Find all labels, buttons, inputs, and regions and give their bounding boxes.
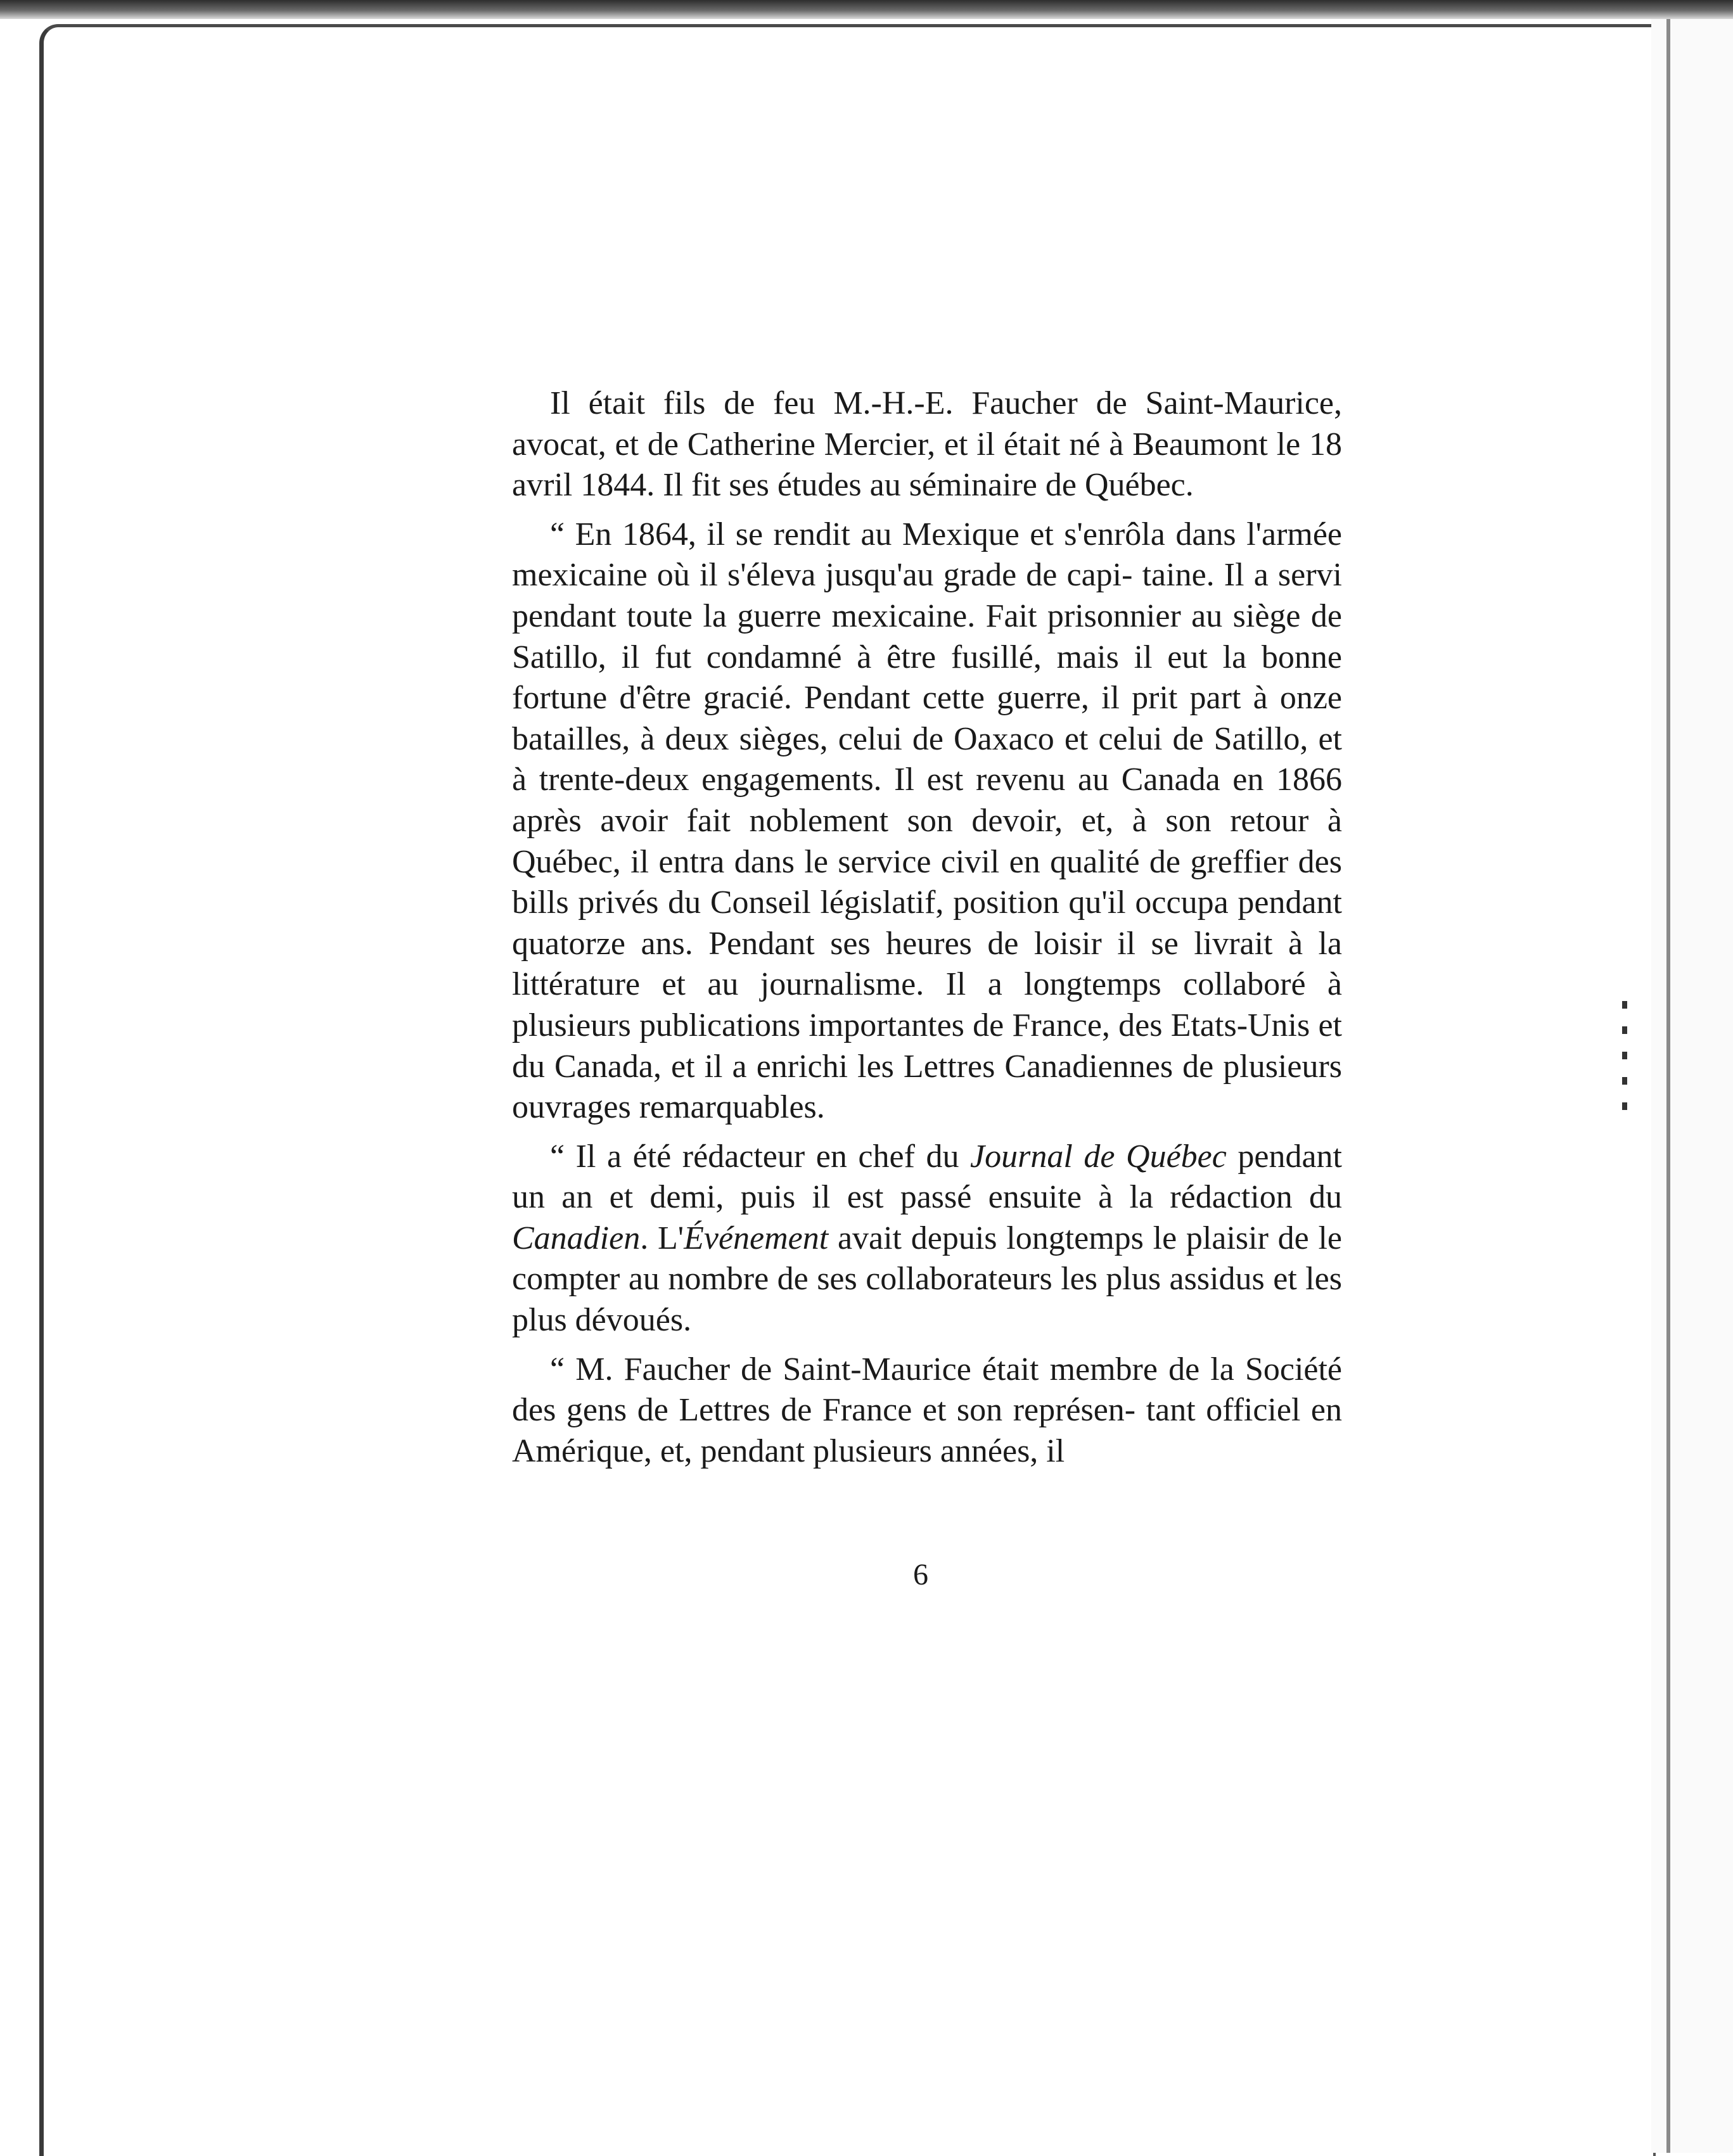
text-line: prisonnier au siège de Satillo, il fut condamné à être xyxy=(512,597,1342,675)
text-line: l'armée mexicaine où il s'éleva jusqu'au grade de capi- xyxy=(512,516,1343,594)
text-line: engagements. Il est revenu au Canada en 1866 après xyxy=(512,762,1342,839)
body-text xyxy=(512,383,1342,1480)
scan-top-edge xyxy=(0,0,1733,19)
journal-title: Événement xyxy=(684,1220,829,1256)
text-line: collaboré à plusieurs publications importantes de France, xyxy=(512,966,1342,1043)
page-gutter-edge xyxy=(1666,19,1670,2153)
text-line: avocat, et de Catherine Mercier, et il était né à Beaumont xyxy=(512,426,1268,462)
text-line: des bills privés du Conseil législatif, position qu'il occupa xyxy=(512,843,1342,921)
text-line: Canadiennes de plusieurs ouvrages remarquables. xyxy=(512,1048,1343,1126)
journal-title: Journal de Québec xyxy=(970,1138,1227,1175)
text-line: tant officiel en Amérique, et, pendant plusieurs années, il xyxy=(512,1392,1343,1469)
binding-marks xyxy=(1622,1001,1627,1128)
text-line: fusillé, mais il eut la bonne fortune d'être gracié. Pendant xyxy=(512,639,1343,717)
text-line: “ En 1864, il se rendit au Mexique et s'enrôla dans xyxy=(550,516,1236,552)
text-segment: pendant un an et demi, puis il est passé ensuite à la rédaction du xyxy=(512,1138,1343,1216)
journal-title: Canadien xyxy=(512,1220,641,1256)
text-segment: avait depuis longtemps le plaisir de le compter au nombre de ses collaborateurs les plus assidus et les plus dévoués. xyxy=(512,1220,1342,1339)
text-line: le 18 avril 1844. Il fit ses études au séminaire de Québec. xyxy=(512,426,1342,504)
paragraph-society xyxy=(512,1349,1342,1472)
text-line: celui de Oaxaco et celui de Satillo, et à trente-deux xyxy=(512,720,1343,798)
text-line: “ M. Faucher de Saint-Maurice était membre de la xyxy=(550,1351,1234,1387)
text-segment: . L' xyxy=(640,1220,684,1256)
paragraph-mexico xyxy=(512,514,1342,1128)
text-line: cette guerre, il prit part à onze batailles, à deux sièges, xyxy=(512,680,1343,757)
text-line: Québec, il entra dans le service civil en qualité de greffier xyxy=(512,843,1289,880)
text-line: avoir fait noblement son devoir, et, à son retour à xyxy=(600,802,1343,839)
text-line: Société des gens de Lettres de France et son représen- xyxy=(512,1351,1342,1429)
adjacent-page-strip xyxy=(1651,19,1733,2153)
text-line: Il était fils de feu M.-H.-E. Faucher de Saint-Maurice, xyxy=(550,385,1342,421)
text-line: pendant quatorze ans. Pendant ses heures de loisir il se xyxy=(512,884,1342,962)
page-number: 6 xyxy=(913,1558,928,1591)
text-line: livrait à la littérature et au journalisme. Il a longtemps xyxy=(512,925,1342,1003)
paragraph-journalism xyxy=(512,1137,1342,1341)
paragraph-birth xyxy=(512,383,1342,506)
text-line: des Etats-Unis et du Canada, et il a enrichi les Lettres xyxy=(512,1007,1343,1085)
text-line: taine. Il a servi pendant toute la guerre mexicaine. Fait xyxy=(512,557,1342,634)
text-segment: “ Il a été rédacteur en chef du xyxy=(550,1138,971,1175)
